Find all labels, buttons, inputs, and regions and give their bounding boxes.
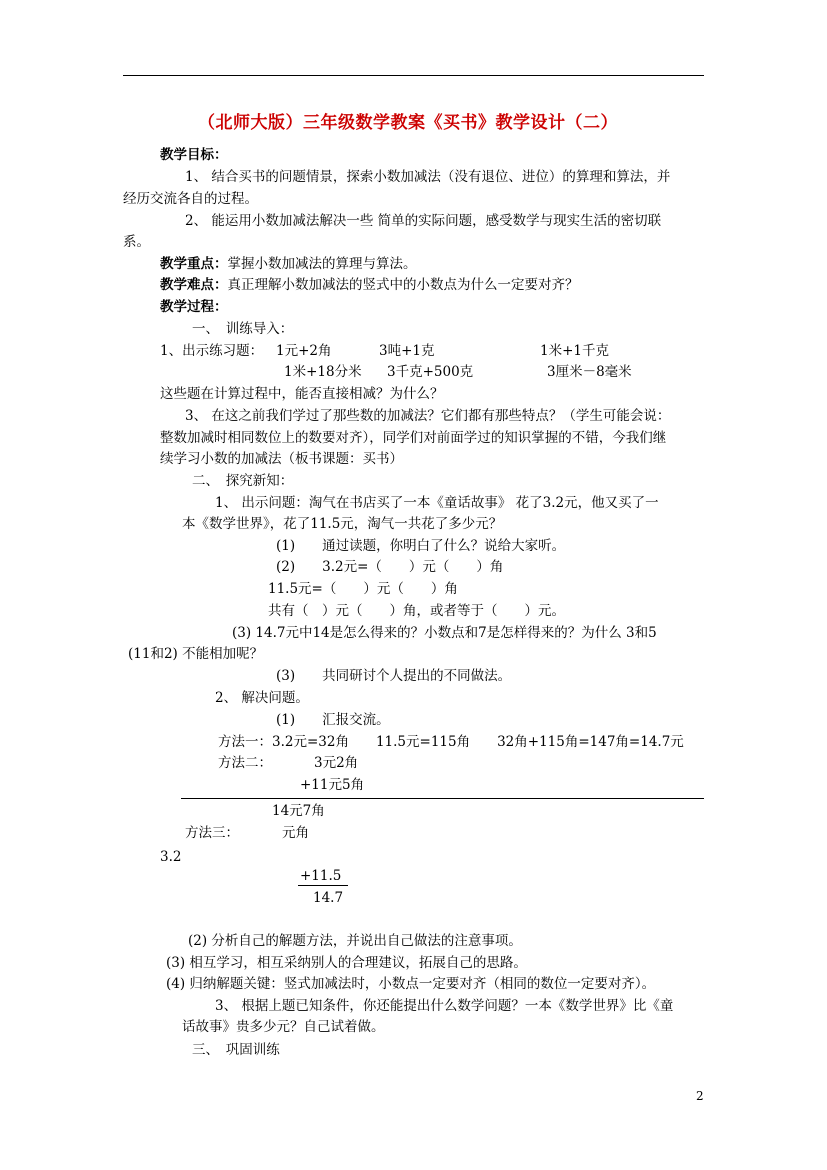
question-2-step-1: (1) 汇报交流。 (276, 712, 390, 728)
step-3-line-2: (11和2) 不能相加呢？ (128, 646, 264, 662)
method-2-label: 方法二： (218, 755, 272, 771)
exercise-item: 1米+1千克 (540, 343, 609, 359)
header-rule (123, 75, 704, 76)
method-3-number-2: +11.5 (300, 868, 342, 884)
method-3-number-1: 3.2 (160, 849, 182, 865)
step-2: (2) 3.2元=（ ）元（ ）角 (276, 559, 504, 575)
process-heading: 教学过程： (160, 299, 228, 315)
method-3-header: 元角 (282, 825, 309, 841)
reflection-2: (2) 分析自己的解题方法，并说出自己做法的注意事项。 (188, 933, 522, 949)
goal-1-line-2: 经历交流各自的过程。 (123, 191, 258, 207)
question-3-line-2: 话故事》贵多少元？自己试着做。 (182, 1019, 385, 1035)
goal-2-line-2: 系。 (123, 234, 150, 250)
exercise-item: 3千克+500克 (387, 364, 474, 380)
key-point-heading: 教学重点： (160, 256, 228, 272)
paragraph-3-line-1: 3、 在这之前我们学过了那些数的加减法？它们都有那些特点？（学生可能会说： (185, 408, 671, 424)
method-3-label: 方法三： (185, 825, 239, 841)
page-number: 2 (696, 1089, 704, 1103)
difficult-point-heading: 教学难点： (160, 277, 228, 293)
step-2-b: 11.5元=（ ）元（ ）角 (268, 581, 458, 597)
document-title: （北师大版）三年级数学教案《买书》教学设计（二） (198, 113, 618, 133)
paragraph-3-line-3: 续学习小数的加减法（板书课题：买书） (160, 451, 403, 467)
goal-2-line-1: 2、 能运用小数加减法解决一些 简单的实际问题，感受数学与现实生活的密切联 (185, 213, 662, 229)
exercise-item: 3吨+1克 (379, 343, 435, 359)
reflection-4: (4) 归纳解题关键：竖式加减法时，小数点一定要对齐（相同的数位一定要对齐）。 (166, 976, 656, 992)
method-1: 方法一：3.2元=32角 11.5元=115角 32角+115角=147角=14.7元 (218, 734, 684, 750)
method-3-sum-rule (298, 885, 348, 886)
method-2-line-1: 3元2角 (314, 755, 359, 771)
method-2-sum-rule (181, 798, 704, 799)
reflection-3: (3) 相互学习，相互采纳别人的合理建议，拓展自己的思路。 (166, 955, 527, 971)
exercise-item: 3厘米－8毫米 (547, 364, 632, 380)
question-3-line-1: 3、 根据上题已知条件，你还能提出什么数学问题？一本《数学世界》比《童 (215, 998, 674, 1014)
step-1: (1) 通过读题，你明白了什么？说给大家听。 (276, 538, 566, 554)
exercise-question: 这些题在计算过程中，能否直接相减？为什么？ (160, 386, 444, 402)
method-2-result: 14元7角 (272, 803, 325, 819)
exercise-item: 1元+2角 (276, 343, 332, 359)
question-2: 2、 解决问题。 (215, 690, 309, 706)
step-2-c: 共有（ ）元（ ）角，或者等于（ ）元。 (268, 603, 565, 619)
difficult-point-text: 真正理解小数加减法的竖式中的小数点为什么一定要对齐？ (227, 277, 579, 293)
difficult-point (160, 276, 579, 294)
key-point-text: 掌握小数加减法的算理与算法。 (227, 256, 417, 272)
method-3-result: 14.7 (313, 890, 344, 906)
exercise-item: 1米+18分米 (284, 364, 362, 380)
question-1-line-2: 本《数学世界》，花了11.5元，淘气一共花了多少元？ (182, 516, 503, 532)
key-point (160, 255, 417, 273)
goal-1-line-1: 1、 结合买书的问题情景，探索小数加减法（没有退位、进位）的算理和算法，并 (185, 169, 671, 185)
exercise-label: 1、出示练习题： (160, 343, 264, 359)
step-4: (3) 共同研讨个人提出的不同做法。 (276, 668, 512, 684)
method-2-line-2: +11元5角 (300, 777, 365, 793)
section-2-heading: 二、 探究新知： (192, 473, 294, 489)
section-1-heading: 一、 训练导入： (192, 321, 294, 337)
section-3-heading: 三、 巩固训练 (192, 1042, 280, 1058)
paragraph-3-line-2: 整数加减时相同数位上的数要对齐），同学们对前面学过的知识掌握的不错，今我们继 (160, 430, 667, 446)
step-3-line-1: (3) 14.7元中14是怎么得来的？小数点和7是怎样得来的？为什么 3和5 (232, 625, 657, 641)
question-1-line-1: 1、 出示问题：淘气在书店买了一本《童话故事》 花了3.2元，他又买了一 (215, 495, 659, 511)
goals-heading: 教学目标： (160, 147, 228, 163)
